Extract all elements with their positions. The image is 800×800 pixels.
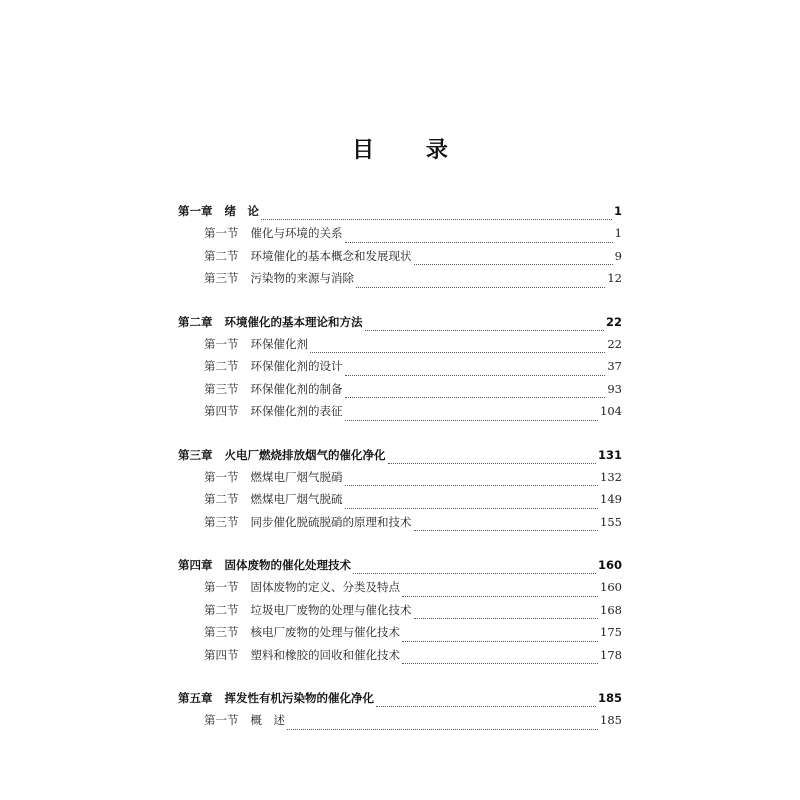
chapter-entry-number: 第三章 — [178, 447, 213, 462]
dot-leader — [345, 420, 599, 421]
chapter-entry-page: 160 — [597, 558, 622, 573]
dot-leader — [402, 641, 598, 642]
dot-leader — [345, 375, 606, 376]
table-of-contents — [178, 203, 622, 756]
chapter-entry-page: 1 — [613, 204, 622, 218]
section-entry-page: 178 — [600, 647, 622, 662]
section-entry-label: 燃煤电厂烟气脱硫 — [250, 492, 343, 507]
chapter-entry[interactable] — [178, 447, 622, 469]
chapter-entry-number: 第四章 — [178, 558, 213, 573]
section-entry[interactable] — [178, 579, 622, 601]
dot-leader — [345, 485, 599, 486]
section-entry-number: 第一节 — [204, 580, 239, 595]
chapter-block — [178, 447, 622, 537]
chapter-entry-label: 火电厂燃烧排放烟气的催化净化 — [224, 447, 386, 462]
section-entry-label: 环保催化剂的制备 — [250, 381, 343, 396]
section-entry[interactable] — [178, 225, 622, 247]
chapter-block — [178, 203, 622, 293]
section-entry-page: 12 — [607, 271, 622, 286]
section-entry-page: 175 — [600, 625, 622, 640]
section-entry[interactable] — [178, 514, 622, 536]
dot-leader — [345, 397, 606, 398]
section-entry[interactable] — [178, 469, 622, 491]
section-entry-number: 第二节 — [204, 602, 239, 617]
section-entry-number: 第一节 — [204, 469, 239, 484]
dot-leader — [414, 264, 613, 265]
section-entry-label: 固体废物的定义、分类及特点 — [250, 580, 400, 595]
section-entry-label: 催化与环境的关系 — [250, 226, 343, 241]
dot-leader — [287, 729, 598, 730]
section-entry-page: 9 — [614, 248, 622, 263]
dot-leader — [261, 219, 612, 220]
section-entry-label: 污染物的来源与消除 — [250, 271, 354, 286]
section-entry[interactable] — [178, 624, 622, 646]
section-entry-label: 塑料和橡胶的回收和催化技术 — [250, 647, 400, 662]
section-entry-label: 概 述 — [250, 713, 285, 728]
dot-leader — [365, 330, 604, 331]
section-entry-page: 149 — [600, 492, 622, 507]
section-entry[interactable] — [178, 647, 622, 669]
chapter-block — [178, 314, 622, 426]
dot-leader — [402, 663, 598, 664]
section-entry-number: 第三节 — [204, 514, 239, 529]
chapter-block — [178, 690, 622, 735]
section-entry-page: 22 — [607, 336, 622, 351]
section-entry-number: 第三节 — [204, 271, 239, 286]
section-entry-number: 第四节 — [204, 647, 239, 662]
dot-leader — [376, 706, 596, 707]
chapter-entry-label: 绪 论 — [224, 204, 259, 218]
chapter-entry-number: 第二章 — [178, 314, 213, 329]
chapter-entry-label: 固体废物的催化处理技术 — [224, 558, 351, 573]
section-entry-label: 核电厂废物的处理与催化技术 — [250, 625, 400, 640]
section-entry[interactable] — [178, 491, 622, 513]
dot-leader — [356, 287, 605, 288]
section-entry[interactable] — [178, 270, 622, 292]
section-entry-label: 环保催化剂 — [250, 336, 308, 351]
dot-leader — [345, 242, 613, 243]
section-entry-page: 104 — [600, 404, 622, 419]
section-entry-page: 155 — [600, 514, 622, 529]
section-entry-label: 燃煤电厂烟气脱硝 — [250, 469, 343, 484]
dot-leader — [414, 618, 599, 619]
section-entry-label: 环保催化剂的表征 — [250, 404, 343, 419]
section-entry-page: 185 — [600, 713, 622, 728]
section-entry-label: 垃圾电厂废物的处理与催化技术 — [250, 602, 412, 617]
chapter-entry[interactable] — [178, 314, 622, 336]
section-entry-page: 1 — [614, 226, 622, 241]
chapter-entry-label: 挥发性有机污染物的催化净化 — [224, 691, 374, 706]
section-entry-number: 第二节 — [204, 359, 239, 374]
chapter-entry[interactable] — [178, 203, 622, 225]
section-entry-page: 93 — [607, 381, 622, 396]
dot-leader — [345, 508, 599, 509]
section-entry-page: 37 — [607, 359, 622, 374]
section-entry-number: 第三节 — [204, 381, 239, 396]
section-entry-label: 环境催化的基本概念和发展现状 — [250, 248, 412, 263]
section-entry[interactable] — [178, 403, 622, 425]
section-entry-number: 第一节 — [204, 336, 239, 351]
chapter-block — [178, 557, 622, 669]
chapter-entry[interactable] — [178, 690, 622, 712]
section-entry[interactable] — [178, 602, 622, 624]
chapter-entry-page: 131 — [597, 447, 622, 462]
section-entry[interactable] — [178, 712, 622, 734]
dot-leader — [388, 463, 596, 464]
section-entry-number: 第二节 — [204, 492, 239, 507]
section-entry-page: 132 — [600, 469, 622, 484]
section-entry-page: 168 — [600, 602, 622, 617]
chapter-entry-label: 环境催化的基本理论和方法 — [224, 314, 363, 329]
section-entry[interactable] — [178, 248, 622, 270]
dot-leader — [353, 573, 596, 574]
dot-leader — [414, 530, 599, 531]
chapter-entry-page: 185 — [597, 691, 622, 706]
section-entry-number: 第四节 — [204, 404, 239, 419]
section-entry[interactable] — [178, 336, 622, 358]
section-entry[interactable] — [178, 358, 622, 380]
section-entry-number: 第一节 — [204, 713, 239, 728]
section-entry-label: 同步催化脱硫脱硝的原理和技术 — [250, 514, 412, 529]
section-entry-number: 第一节 — [204, 226, 239, 241]
section-entry[interactable] — [178, 381, 622, 403]
chapter-entry-number: 第一章 — [178, 204, 213, 218]
page-title: 目 录 — [352, 138, 470, 163]
chapter-entry-page: 22 — [605, 314, 622, 329]
section-entry-number: 第二节 — [204, 248, 239, 263]
chapter-entry[interactable] — [178, 557, 622, 579]
dot-leader — [310, 352, 605, 353]
section-entry-label: 环保催化剂的设计 — [250, 359, 343, 374]
chapter-entry-number: 第五章 — [178, 691, 213, 706]
section-entry-page: 160 — [600, 580, 622, 595]
section-entry-number: 第三节 — [204, 625, 239, 640]
dot-leader — [402, 596, 598, 597]
